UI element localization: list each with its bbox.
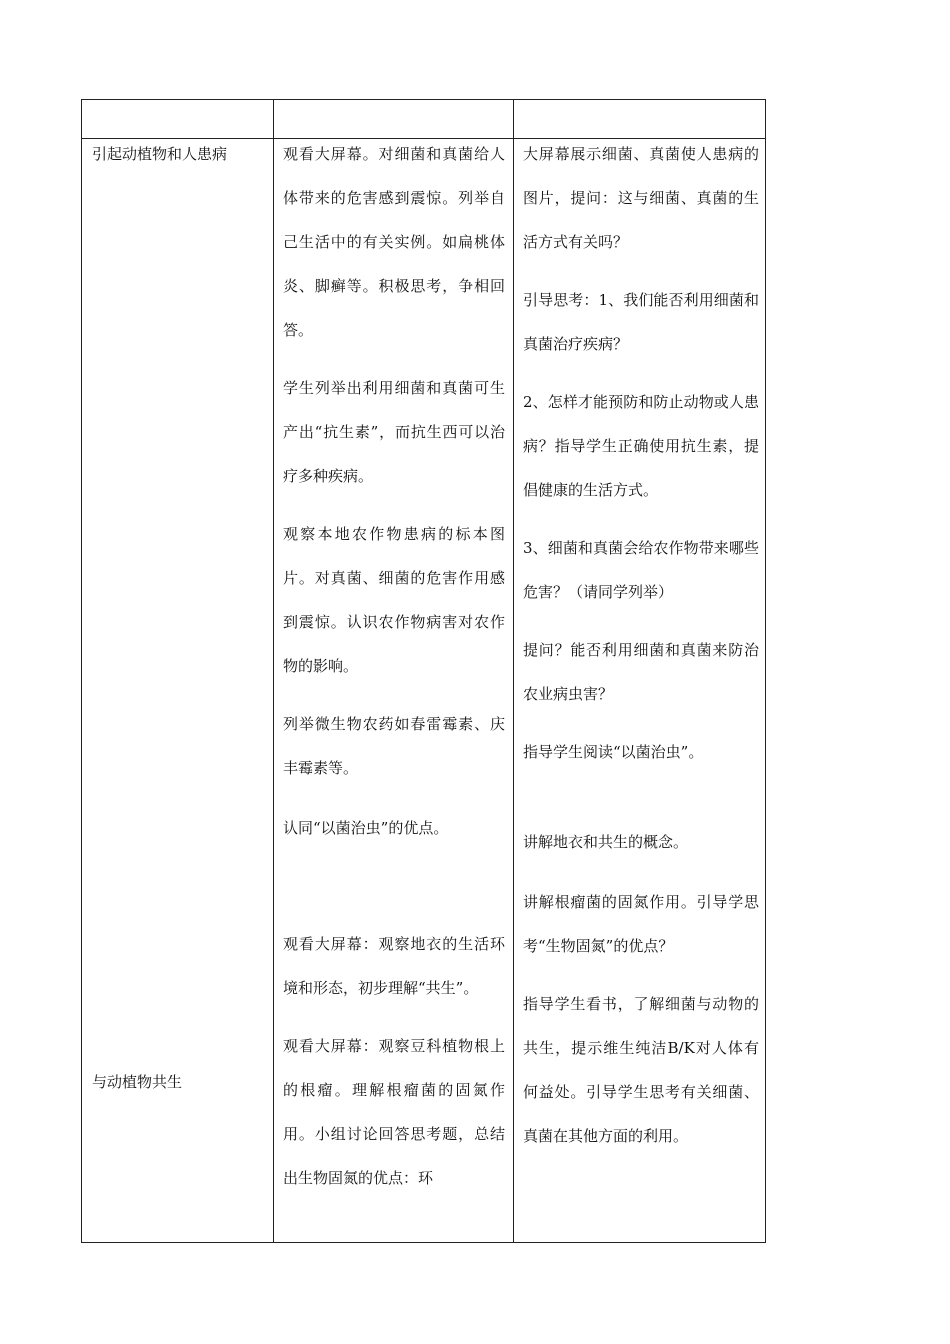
teacher-activity-3: 2、怎样才能预防和防止动物或人患病？指导学生正确使用抗生素，提倡健康的生活方式。: [523, 393, 759, 499]
lesson-table: [81, 99, 766, 1243]
teacher-activity-8: 讲解根瘤菌的固氮作用。引导学思考“生物固氮”的优点？: [523, 893, 759, 955]
topic-symbiosis: 与动植物共生: [92, 1073, 183, 1091]
student-activity-7: 观看大屏幕：观察豆科植物根上的根瘤。理解根瘤菌的固氮作用。小组讨论回答思考题，总结出生物固氮的优点：环: [283, 1037, 505, 1187]
student-activities: [283, 132, 505, 1200]
student-activity-6: 观看大屏幕：观察地衣的生活环境和形态，初步理解“共生”。: [283, 935, 505, 997]
teacher-activity-7: 讲解地衣和共生的概念。: [523, 833, 689, 851]
teacher-activity-1: 大屏幕展示细菌、真菌使人患病的图片，提问：这与细菌、真菌的生活方式有关吗？: [523, 145, 759, 251]
student-activity-1: 观看大屏幕。对细菌和真菌给人体带来的危害感到震惊。列举自己生活中的有关实例。如扁桃体炎、脚癣等。积极思考，争相回答。: [283, 145, 505, 339]
column-divider-1: [273, 100, 274, 1242]
teacher-activity-4: 3、细菌和真菌会给农作物带来哪些危害？（请同学列举）: [523, 539, 759, 601]
column-divider-2: [513, 100, 514, 1242]
teacher-activity-2: 引导思考：1、我们能否利用细菌和真菌治疗疾病？: [523, 291, 759, 353]
student-activity-4: 列举微生物农药如春雷霉素、庆丰霉素等。: [283, 715, 505, 777]
teacher-activities: [523, 132, 759, 1158]
student-activity-5: 认同“以菌治虫”的优点。: [283, 819, 449, 837]
teacher-activity-6: 指导学生阅读“以菌治虫”。: [523, 743, 704, 761]
student-activity-2: 学生列举出利用细菌和真菌可生产出“抗生素”，而抗生西可以治疗多种疾病。: [283, 379, 505, 485]
topic-disease: 引起动植物和人患病: [92, 145, 228, 163]
student-activity-3: 观察本地农作物患病的标本图片。对真菌、细菌的危害作用感到震惊。认识农作物病害对农作物的影响。: [283, 525, 505, 675]
teacher-activity-9: 指导学生看书，了解细菌与动物的共生，提示维生纯洁B/K对人体有何益处。引导学生思考有关细菌、真菌在其他方面的利用。: [523, 995, 759, 1145]
teacher-activity-5: 提问？能否利用细菌和真菌来防治农业病虫害？: [523, 641, 759, 703]
